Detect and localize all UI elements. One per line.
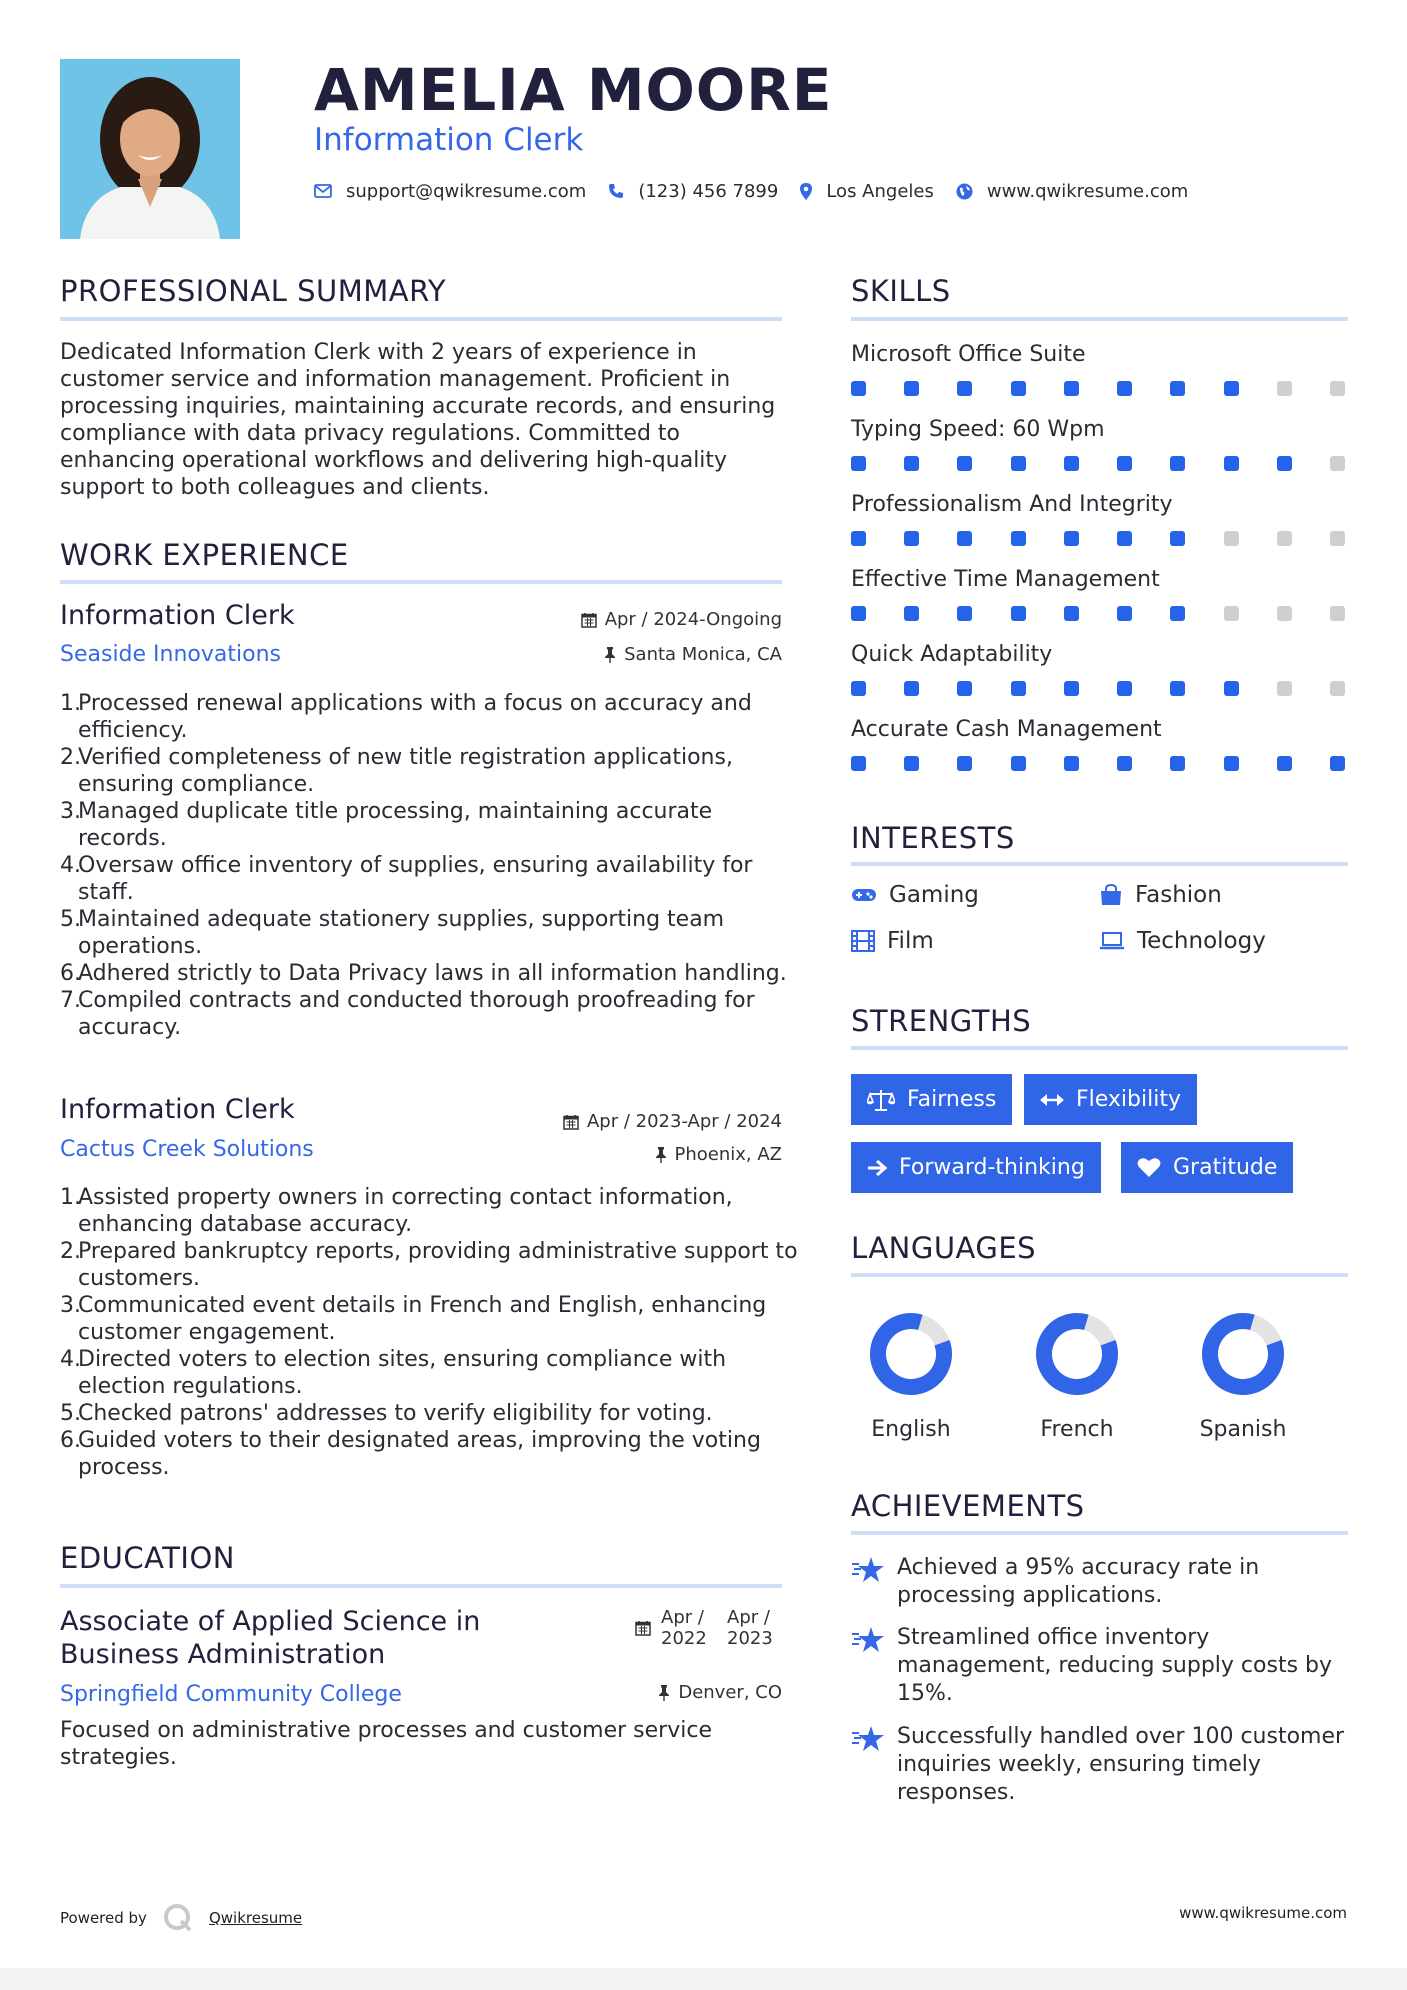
strength-chip-flexibility <box>1024 1074 1197 1125</box>
skill-dot-empty <box>1224 531 1239 546</box>
skill-dot-filled <box>1117 756 1132 771</box>
skill-dot-filled <box>1170 531 1185 546</box>
achievement-item <box>851 1723 1351 1807</box>
interest-technology <box>1099 928 1266 954</box>
skill-dot-filled <box>1117 531 1132 546</box>
skill-dot-filled <box>1011 756 1026 771</box>
interests-divider <box>851 862 1348 866</box>
skill-rating <box>851 531 1345 547</box>
email-text: support@qwikresume.com <box>346 180 587 202</box>
achievement-text: Successfully handled over 100 customer inquiries weekly, ensuring timely responses. <box>897 1724 1345 1805</box>
education-date-start: Apr / 2022 <box>661 1607 707 1649</box>
experience-divider <box>60 580 782 584</box>
achievements-divider <box>851 1531 1348 1535</box>
skill-dot-filled <box>957 531 972 546</box>
skill-dot-filled <box>1011 381 1026 396</box>
skill-dot-filled <box>1330 756 1345 771</box>
language-french <box>1017 1309 1137 1442</box>
skills-heading: SKILLS <box>851 274 951 308</box>
list-item: Oversaw office inventory of supplies, ensuring availability for staff. <box>78 853 753 905</box>
film-icon <box>851 930 875 952</box>
education-description: Focused on administrative processes and customer service strategies. <box>60 1718 712 1770</box>
skill-dot-filled <box>1277 456 1292 471</box>
list-item: Communicated event details in French and English, enhancing customer engagement. <box>78 1293 767 1345</box>
skill-dot-filled <box>957 681 972 696</box>
skill-dot-filled <box>957 456 972 471</box>
skills-list <box>851 341 1351 791</box>
skill-dot-filled <box>851 681 866 696</box>
skill-dot-filled <box>1064 606 1079 621</box>
list-item: Compiled contracts and conducted thorough proofreading for accuracy. <box>78 988 755 1040</box>
skill-dot-filled <box>851 756 866 771</box>
languages-divider <box>851 1273 1348 1277</box>
interest-gaming <box>851 882 979 908</box>
list-item: Processed renewal applications with a focus on accuracy and efficiency. <box>78 691 752 743</box>
language-ring-fill <box>1035 1312 1120 1397</box>
skill-dot-filled <box>904 381 919 396</box>
footer-website[interactable]: www.qwikresume.com <box>1179 1904 1347 1922</box>
job-2-date-text: Apr / 2023-Apr / 2024 <box>586 1111 782 1132</box>
interest-label: Fashion <box>1135 882 1222 908</box>
strength-chip-fairness <box>851 1074 1012 1125</box>
language-ring-fill <box>1201 1312 1286 1397</box>
skill-dot-filled <box>1170 681 1185 696</box>
skill-dot-empty <box>1330 381 1345 396</box>
skill-dot-empty <box>1224 606 1239 621</box>
skill-label: Accurate Cash Management <box>851 717 1162 742</box>
shopping-bag-icon <box>1099 884 1123 906</box>
skill-label: Quick Adaptability <box>851 642 1053 667</box>
star-achievement-icon <box>851 1725 885 1753</box>
website-text: www.qwikresume.com <box>986 180 1189 202</box>
qwikresume-logo-icon <box>163 1903 193 1933</box>
arrows-horizontal-icon <box>1040 1093 1064 1107</box>
candidate-name: AMELIA MOORE <box>314 56 833 124</box>
laptop-icon <box>1099 932 1125 950</box>
skill-dot-filled <box>1011 531 1026 546</box>
language-level-ring <box>1032 1309 1122 1399</box>
job-2-title: Information Clerk <box>60 1094 295 1125</box>
skill-dot-filled <box>1117 681 1132 696</box>
scale-icon <box>867 1089 895 1111</box>
strength-label: Forward-thinking <box>899 1155 1085 1180</box>
skill-dot-filled <box>1011 681 1026 696</box>
skill-dot-filled <box>957 756 972 771</box>
skill-dot-filled <box>1224 456 1239 471</box>
skill-dot-filled <box>1277 756 1292 771</box>
skill-rating <box>851 606 1345 622</box>
gamepad-icon <box>851 887 877 903</box>
summary-text: Dedicated Information Clerk with 2 years of experience in customer service and information management. Proficient in processing inquiries, maintaining accurate records, and ensuring compliance with data privacy regulations. Committed to enhancing operational workflows and delivering high-quality support to both colleagues and clients. <box>60 340 776 500</box>
list-item: Assisted property owners in correcting contact information, enhancing database accuracy. <box>78 1185 733 1237</box>
pushpin-icon <box>658 1685 670 1701</box>
achievement-item <box>851 1624 1351 1708</box>
language-level-ring <box>866 1309 956 1399</box>
skill-dot-filled <box>1011 606 1026 621</box>
skill-label: Effective Time Management <box>851 567 1160 592</box>
job-2-location-text: Phoenix, AZ <box>674 1144 782 1165</box>
interest-fashion <box>1099 882 1222 908</box>
languages-heading: LANGUAGES <box>851 1231 1037 1265</box>
skill-dot-filled <box>1224 756 1239 771</box>
skill-row <box>851 491 1351 566</box>
job-1-location-text: Santa Monica, CA <box>624 644 782 665</box>
job-1-title: Information Clerk <box>60 600 295 631</box>
job-1-location <box>604 644 782 666</box>
skill-label: Typing Speed: 60 Wpm <box>851 417 1105 442</box>
profile-photo <box>60 59 240 239</box>
list-item: Adhered strictly to Data Privacy laws in all information handling. <box>78 961 787 986</box>
skill-dot-filled <box>851 456 866 471</box>
star-achievement-icon <box>851 1626 885 1654</box>
interest-label: Technology <box>1137 928 1266 954</box>
skill-rating <box>851 456 1345 472</box>
strengths-heading: STRENGTHS <box>851 1004 1032 1038</box>
education-heading: EDUCATION <box>60 1541 236 1575</box>
summary-divider <box>60 317 782 321</box>
skill-dot-filled <box>904 531 919 546</box>
list-item: Maintained adequate stationery supplies, supporting team operations. <box>78 907 725 959</box>
contact-website[interactable] <box>956 181 1188 202</box>
job-1-company[interactable]: Seaside Innovations <box>60 642 281 667</box>
education-date-end: Apr / 2023 <box>727 1607 773 1649</box>
skill-dot-filled <box>1064 681 1079 696</box>
contact-location <box>800 181 934 202</box>
language-english <box>851 1309 971 1442</box>
skill-dot-filled <box>1064 381 1079 396</box>
skill-dot-filled <box>1224 681 1239 696</box>
phone-icon <box>608 183 624 199</box>
skill-dot-empty <box>1277 606 1292 621</box>
skill-label: Microsoft Office Suite <box>851 342 1086 367</box>
achievement-item <box>851 1554 1351 1610</box>
skill-dot-empty <box>1277 531 1292 546</box>
pushpin-icon <box>604 647 616 663</box>
job-1-date-text: Apr / 2024-Ongoing <box>604 609 782 630</box>
list-item: Checked patrons' addresses to verify eligibility for voting. <box>78 1401 713 1426</box>
heart-icon <box>1137 1157 1161 1178</box>
skill-dot-filled <box>1117 456 1132 471</box>
location-text: Los Angeles <box>826 180 934 202</box>
language-label: Spanish <box>1199 1417 1287 1442</box>
skill-dot-empty <box>1277 381 1292 396</box>
envelope-icon <box>314 184 332 198</box>
candidate-role: Information Clerk <box>314 122 584 158</box>
skill-dot-empty <box>1330 681 1345 696</box>
education-location <box>658 1682 782 1704</box>
map-pin-icon <box>800 183 812 200</box>
job-2-bullets <box>60 1184 808 1481</box>
skill-dot-filled <box>1224 381 1239 396</box>
interest-label: Film <box>887 928 934 954</box>
calendar-icon <box>635 1620 651 1636</box>
experience-heading: WORK EXPERIENCE <box>60 538 349 572</box>
powered-by-text: Powered by <box>60 1909 147 1927</box>
achievements-heading: ACHIEVEMENTS <box>851 1489 1085 1523</box>
skill-row <box>851 566 1351 641</box>
skill-row <box>851 416 1351 491</box>
job-2-location <box>655 1144 783 1166</box>
job-2-company[interactable]: Cactus Creek Solutions <box>60 1137 314 1162</box>
contact-email[interactable] <box>314 181 586 202</box>
language-level-ring <box>1198 1309 1288 1399</box>
arrow-right-icon <box>867 1159 887 1177</box>
degree-title: Associate of Applied Science in Business Administration <box>60 1606 481 1670</box>
strength-label: Fairness <box>907 1087 997 1112</box>
education-dates <box>635 1607 783 1649</box>
skill-rating <box>851 381 1345 397</box>
education-divider <box>60 1584 782 1588</box>
skill-dot-filled <box>1170 456 1185 471</box>
skill-dot-filled <box>851 531 866 546</box>
skill-dot-filled <box>1011 456 1026 471</box>
skill-row <box>851 341 1351 416</box>
skill-dot-filled <box>1117 381 1132 396</box>
job-2-date <box>563 1111 782 1133</box>
language-spanish <box>1183 1309 1303 1442</box>
skill-dot-empty <box>1330 531 1345 546</box>
education-location-text: Denver, CO <box>678 1682 782 1703</box>
skill-dot-filled <box>1064 456 1079 471</box>
strengths-divider <box>851 1046 1348 1050</box>
skill-dot-filled <box>957 606 972 621</box>
strength-label: Gratitude <box>1173 1155 1278 1180</box>
list-item: Directed voters to election sites, ensuring compliance with election regulations. <box>78 1347 727 1399</box>
phone-text: (123) 456 7899 <box>638 180 779 202</box>
interests-heading: INTERESTS <box>851 821 1015 855</box>
footer-powered <box>60 1903 302 1933</box>
skill-rating <box>851 681 1345 697</box>
achievement-text: Streamlined office inventory management, reducing supply costs by 15%. <box>897 1625 1333 1706</box>
interest-film <box>851 928 934 954</box>
skill-dot-filled <box>851 381 866 396</box>
list-item: Prepared bankruptcy reports, providing administrative support to customers. <box>78 1239 798 1291</box>
skill-row <box>851 641 1351 716</box>
language-label: English <box>871 1417 951 1442</box>
skill-dot-empty <box>1330 606 1345 621</box>
contact-phone[interactable] <box>608 181 778 202</box>
list-item: Verified completeness of new title registration applications, ensuring compliance. <box>78 745 733 797</box>
globe-icon <box>956 183 973 200</box>
skill-dot-filled <box>957 381 972 396</box>
skill-dot-filled <box>904 681 919 696</box>
interest-label: Gaming <box>889 882 979 908</box>
school-name[interactable]: Springfield Community College <box>60 1682 402 1707</box>
calendar-icon <box>581 612 597 628</box>
bottom-bar <box>0 1968 1407 1990</box>
skill-dot-empty <box>1330 456 1345 471</box>
skill-dot-filled <box>851 606 866 621</box>
skill-dot-filled <box>1117 606 1132 621</box>
skill-dot-filled <box>904 456 919 471</box>
job-1-bullets <box>60 690 798 1041</box>
skill-dot-filled <box>904 606 919 621</box>
skill-rating <box>851 756 1345 772</box>
skill-dot-filled <box>1170 381 1185 396</box>
skill-dot-filled <box>1170 756 1185 771</box>
star-achievement-icon <box>851 1556 885 1584</box>
strength-label: Flexibility <box>1076 1087 1181 1112</box>
summary-heading: PROFESSIONAL SUMMARY <box>60 274 447 308</box>
pushpin-icon <box>655 1147 667 1163</box>
skill-dot-filled <box>1064 531 1079 546</box>
skills-divider <box>851 317 1348 321</box>
job-1-date <box>581 609 782 631</box>
qwikresume-link[interactable]: Qwikresume <box>208 1909 303 1927</box>
calendar-icon <box>563 1114 579 1130</box>
skill-dot-filled <box>1170 606 1185 621</box>
contact-bar <box>314 178 1210 204</box>
language-ring-fill <box>869 1312 954 1397</box>
strength-chip-gratitude <box>1121 1142 1293 1193</box>
skill-dot-filled <box>1064 756 1079 771</box>
skill-dot-filled <box>904 756 919 771</box>
skill-label: Professionalism And Integrity <box>851 492 1173 517</box>
skill-row <box>851 716 1351 791</box>
achievement-text: Achieved a 95% accuracy rate in processing applications. <box>897 1555 1260 1608</box>
strength-chip-forward-thinking <box>851 1142 1101 1193</box>
language-label: French <box>1040 1417 1114 1442</box>
list-item: Guided voters to their designated areas, improving the voting process. <box>78 1428 761 1480</box>
skill-dot-empty <box>1277 681 1292 696</box>
list-item: Managed duplicate title processing, maintaining accurate records. <box>78 799 713 851</box>
